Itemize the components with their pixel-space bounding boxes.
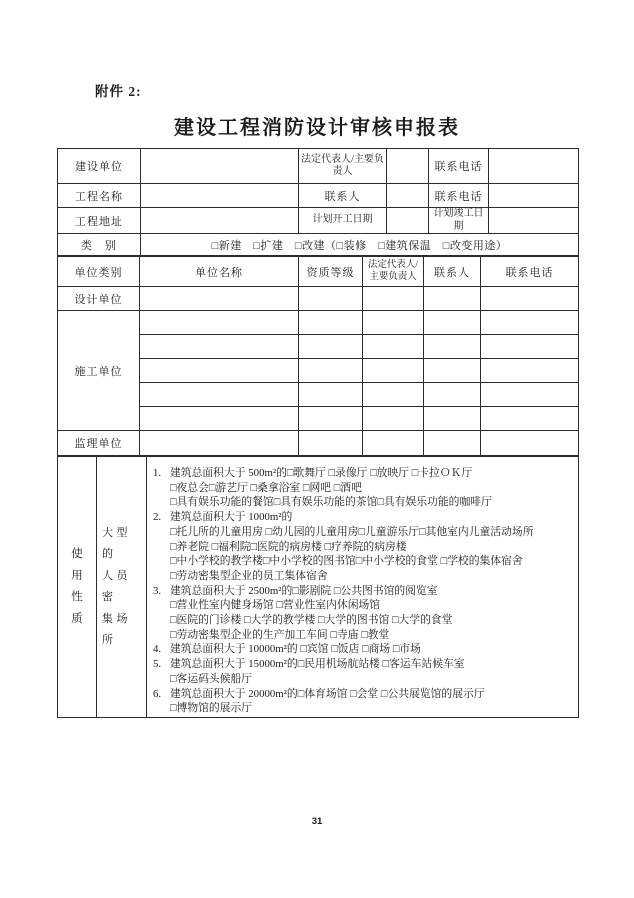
value-cell	[424, 287, 481, 311]
list-item-number: 6.	[153, 687, 162, 700]
value-cell	[481, 407, 579, 431]
table-row	[58, 208, 579, 234]
list-item-text: □夜总会□游艺厅 □桑拿浴室 □网吧 □酒吧	[170, 481, 362, 494]
category-options-checkboxes: □新建 □扩建 □改建（□装修 □建筑保温 □改变用途）	[141, 234, 579, 256]
planned-completion-date-label: 计划竣工日期	[429, 208, 489, 234]
design-unit-row	[58, 287, 579, 311]
value-cell	[140, 383, 299, 407]
project-name-label: 工程名称	[58, 184, 141, 208]
crowded-places-group-label	[97, 457, 147, 718]
checklist-line	[153, 540, 576, 555]
list-item-number: 2.	[153, 511, 162, 524]
value-cell	[363, 407, 424, 431]
value-cell	[363, 335, 424, 359]
checklist-line	[153, 510, 576, 525]
value-cell	[424, 383, 481, 407]
value-cell	[363, 311, 424, 335]
project-name-value-cell	[141, 184, 299, 208]
value-cell	[363, 359, 424, 383]
usage-nature-row	[58, 457, 579, 718]
legal-representative-label: 法定代表人/主要负责人	[299, 149, 387, 184]
unit-category-header: 单位类别	[58, 257, 140, 287]
value-cell	[481, 431, 579, 456]
supervision-unit-row	[58, 431, 579, 456]
checklist-line	[153, 613, 576, 628]
value-cell	[299, 359, 363, 383]
units-table	[57, 256, 579, 456]
contact-phone-header: 联系电话	[481, 257, 579, 287]
checklist-line	[153, 569, 576, 584]
planned-completion-date-value-cell	[489, 208, 579, 234]
value-cell	[363, 287, 424, 311]
value-cell	[424, 359, 481, 383]
planned-start-date-label: 计划开工日期	[299, 208, 387, 234]
project-address-label: 工程地址	[58, 208, 141, 234]
list-item-number: 3.	[153, 584, 162, 597]
checklist-line	[153, 642, 576, 657]
list-item-text: □营业性室内健身场馆 □营业性室内休闲场馆	[170, 599, 381, 612]
usage-nature-vertical-label	[58, 457, 97, 718]
value-cell	[299, 287, 363, 311]
table-row	[58, 234, 579, 256]
value-cell	[424, 311, 481, 335]
value-cell	[140, 287, 299, 311]
value-cell	[299, 431, 363, 456]
list-item-number: 4.	[153, 643, 162, 656]
list-item-text: □中小学校的教学楼□中小学校的图书馆□中小学校的食堂 □学校的集体宿舍	[170, 555, 523, 568]
value-cell	[481, 311, 579, 335]
project-info-table	[57, 148, 579, 256]
construction-unit-value-cell	[141, 149, 299, 184]
list-item-text: 建筑总面积大于 500m²的□歌舞厅 □录像厅 □放映厅 □卡拉ＯＫ厅	[170, 467, 473, 479]
value-cell	[424, 335, 481, 359]
qualification-level-header: 资质等级	[299, 257, 363, 287]
contact-person-value-cell	[387, 184, 429, 208]
project-address-value-cell	[141, 208, 299, 234]
list-item-text: □劳动密集型企业的生产加工车间 □寺庙 □教堂	[170, 628, 390, 641]
legal-representative-value-cell	[387, 149, 429, 184]
checklist-line	[153, 672, 576, 687]
checklist-line	[153, 657, 576, 672]
design-unit-label: 设计单位	[58, 287, 140, 311]
supervision-unit-label: 监理单位	[58, 431, 140, 456]
value-cell	[140, 359, 299, 383]
contact-person-label: 联系人	[299, 184, 387, 208]
construction-org-label: 施工单位	[58, 311, 140, 431]
contact-phone2-label: 联系电话	[429, 184, 489, 208]
list-item-text: 建筑总面积大于 20000m²的□体育场馆 □会堂 □公共展览馆的展示厅	[170, 687, 485, 700]
list-item-number: 5.	[153, 658, 162, 671]
value-cell	[481, 359, 579, 383]
group-label-line: 大型的	[102, 526, 131, 560]
construction-unit-row	[58, 311, 579, 335]
list-item-text: 建筑总面积大于 10000m²的 □宾馆 □饭店 □商场 □市场	[170, 643, 421, 656]
checklist-line	[153, 481, 576, 496]
value-cell	[481, 383, 579, 407]
value-cell	[424, 431, 481, 456]
category-label: 类 别	[58, 234, 141, 256]
contact-person-header: 联系人	[424, 257, 481, 287]
usage-nature-table	[57, 456, 579, 718]
value-cell	[424, 407, 481, 431]
value-cell	[481, 335, 579, 359]
value-cell	[299, 311, 363, 335]
group-label-line: 人员密	[102, 569, 131, 603]
list-item-text: □养老院 □福利院□医院的病房楼 □疗养院的病房楼	[170, 540, 407, 553]
list-item-number: 1.	[153, 467, 162, 479]
value-cell	[140, 431, 299, 456]
value-cell	[363, 383, 424, 407]
vertical-label-char: 使	[71, 548, 83, 560]
construction-unit-label: 建设单位	[58, 149, 141, 184]
value-cell	[363, 431, 424, 456]
list-item-text: □博物馆的展示厅	[170, 702, 253, 715]
list-item-text: 建筑总面积大于 1000m²的	[170, 511, 293, 524]
contact-phone2-value-cell	[489, 184, 579, 208]
vertical-label-char: 用	[71, 569, 83, 582]
value-cell	[299, 383, 363, 407]
value-cell	[481, 287, 579, 311]
checklist-line	[153, 554, 576, 569]
checklist-line	[153, 495, 576, 510]
page-title: 建设工程消防设计审核申报表	[174, 117, 460, 139]
list-item-text: □具有娱乐功能的餐馆□具有娱乐功能的茶馆□具有娱乐功能的咖啡厅	[170, 496, 492, 509]
legal-representative-header: 法定代表人/主要负责人	[363, 257, 424, 287]
usage-checklist	[147, 457, 579, 718]
attachment-label: 附件 2:	[95, 84, 142, 99]
value-cell	[299, 335, 363, 359]
checklist-line	[153, 628, 576, 643]
planned-start-date-value-cell	[387, 208, 429, 234]
page-number: 31	[311, 816, 323, 827]
checklist-line	[153, 525, 576, 540]
application-form-table	[57, 148, 578, 718]
table-row	[58, 149, 579, 184]
checklist-line	[153, 687, 576, 702]
value-cell	[140, 311, 299, 335]
list-item-text: □托儿所的儿童用房 □幼儿园的儿童用房□儿童游乐厅□其他室内儿童活动场所	[170, 525, 534, 538]
unit-name-header: 单位名称	[140, 257, 299, 287]
value-cell	[299, 407, 363, 431]
units-header-row	[58, 257, 579, 287]
value-cell	[140, 335, 299, 359]
list-item-text: □医院的门诊楼 □大学的教学楼 □大学的图书馆 □大学的食堂	[170, 614, 453, 627]
checklist-line	[153, 584, 576, 599]
group-label-line: 集场所	[102, 612, 131, 646]
contact-phone-label: 联系电话	[429, 149, 489, 184]
contact-phone-value-cell	[489, 149, 579, 184]
table-row	[58, 184, 579, 208]
checklist-line	[153, 598, 576, 613]
vertical-label-char: 质	[71, 612, 83, 625]
checklist-line	[153, 466, 576, 481]
checklist-line	[153, 701, 576, 716]
vertical-label-char: 性	[71, 591, 83, 603]
list-item-text: □客运码头候船厅	[170, 672, 253, 685]
list-item-text: □劳动密集型企业的员工集体宿舍	[170, 569, 328, 582]
value-cell	[140, 407, 299, 431]
list-item-text: 建筑总面积大于 15000m²的□民用机场航站楼 □客运车站候车室	[170, 658, 465, 671]
list-item-text: 建筑总面积大于 2500m²的□影剧院 □公共图书馆的阅览室	[170, 584, 438, 597]
